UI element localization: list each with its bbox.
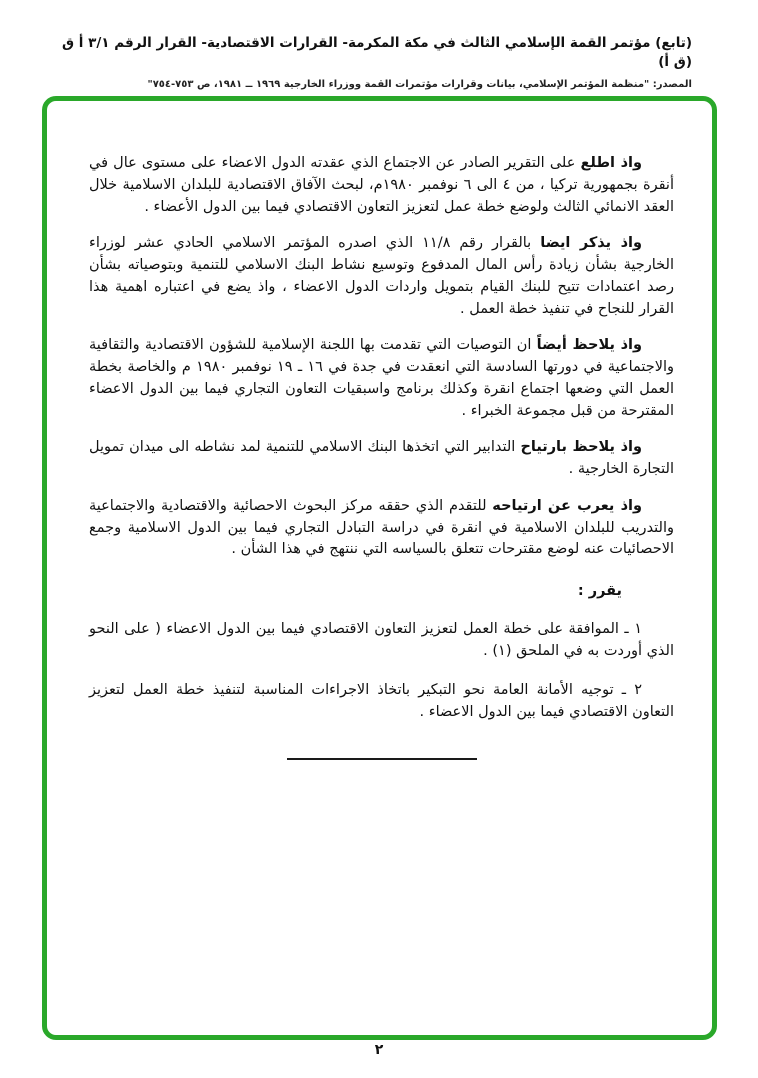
paragraph-text: على التقرير الصادر عن الاجتماع الذي عقدته الدول الاعضاء على مستوى عال في أنقرة بجمهورية تركيا ، من ٤ الى ٦ نوفمبر ١٩٨٠م، لبحث الآفاق الاقتصادية للبلدان الاسلامية خلال العقد الانمائي الثالث ولوضع خطة عمل لتعزيز التعاون الاقتصادي فيما بين الدول الأعضاء . [89, 155, 674, 215]
paragraph [89, 335, 674, 422]
paragraph-lead: واذ يعرب عن ارتياحه [492, 497, 642, 514]
paragraph [89, 437, 674, 481]
paragraph-lead: واذ يلاحظ بارتياح [520, 439, 642, 456]
document-border-frame [42, 96, 717, 1040]
document-source: المصدر: "منظمة المؤتمر الإسلامي، بيانات وقرارات مؤتمرات القمة ووزراء الخارجية ١٩٦٩ ــ ١٩٨١، ص ٧٥٣-٧٥٤" [147, 78, 692, 90]
paragraph [89, 153, 674, 218]
page-number: ٢ [374, 1042, 384, 1058]
resolution-item: ٢ ـ توجيه الأمانة العامة نحو التبكير باتخاذ الاجراءات المناسبة لتنفيذ خطة العمل لتعزيز التعاون الاقتصادي فيما بين الدول الاعضاء . [89, 682, 674, 720]
decision-heading: يقرر : [577, 583, 622, 599]
paragraph-text: ان التوصيات التي تقدمت بها اللجنة الإسلامية للشؤون الاقتصادية والثقافية والاجتماعية في دورتها السادسة التي انعقدت في جدة في ١٦ ـ ١٩ نوفمبر ١٩٨٠ م والخاصة بخطة العمل التي وضعها اجتماع انقرة وكذلك برنامج واسبقيات التعاون التجاري فيما بين الدول الاعضاء المقترحة من قبل مجموعة الخبراء . [89, 337, 675, 419]
paragraph [89, 496, 674, 561]
page-header [58, 34, 692, 90]
paragraph-text: التدابير التي اتخذها البنك الاسلامي للتنمية لمد نشاطه الى ميدان تمويل التجارة الخارجية . [89, 439, 674, 477]
paragraph-lead: واذ اطلع [580, 155, 642, 171]
document-title: (تابع) مؤتمر القمة الإسلامي الثالث في مكة المكرمة- القرارات الاقتصادية- القرار الرقم ٣/١ أ ق (ق أ) [62, 35, 692, 70]
paragraph-text: للتقدم الذي حققه مركز البحوث الاحصائية والاقتصادية والاجتماعية والتدريب للبلدان الاسلامية في انقرة في دراسة التبادل التجاري فيما بين الدول الاسلامية وجمع الاحصائيات عنه لوضع مقترحات تتعلق بالسياسه التي ننتهج في هذا الشأن . [89, 497, 674, 558]
divider-line [287, 758, 477, 760]
document-body [89, 153, 674, 760]
paragraph-lead: واذ يلاحظ أيضاً [536, 337, 642, 354]
paragraph-lead: واذ يذكر ايضا [540, 235, 642, 252]
resolution-item: ١ ـ الموافقة على خطة العمل لتعزيز التعاون الاقتصادي فيما بين الدول الاعضاء ( على النحو الذي أوردت به في الملحق (١) . [89, 620, 674, 659]
paragraph-text: بالقرار رقم ١١/٨ الذي اصدره المؤتمر الاسلامي الحادي عشر لوزراء الخارجية بشأن زيادة رأس المال المدفوع وتوسيع نشاط البنك الاسلامي للتنمية وبتوصياته بشأن رصد اعتمادات تتيح للبنك القيام بتمويل واردات الدول الاعضاء ، واذ يضع في اعتباره اهمية هذا القرار للنجاح في تنفيذ خطة العمل . [89, 235, 674, 317]
paragraph [89, 233, 674, 320]
